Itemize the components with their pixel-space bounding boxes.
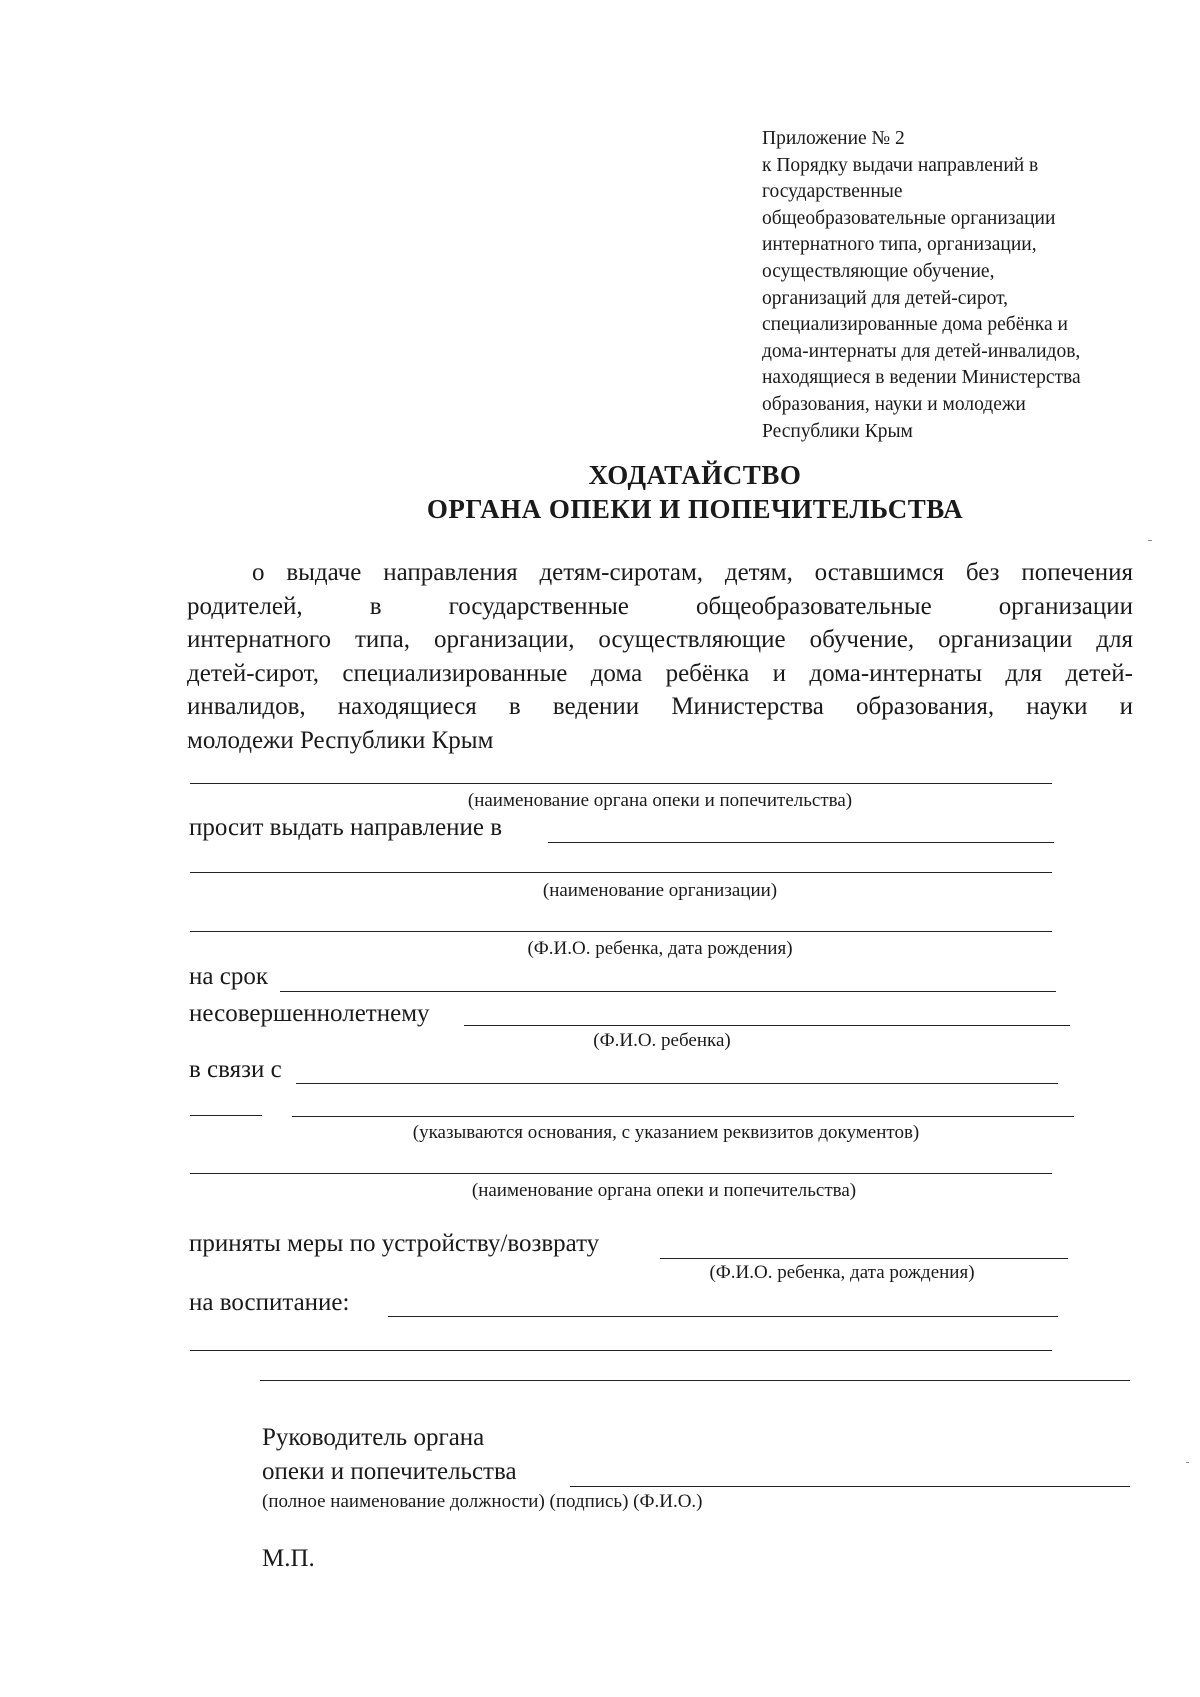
appendix-line: Республики Крым [762, 420, 913, 442]
child-name-dob-caption-2: (Ф.И.О. ребенка, дата рождения) [709, 1262, 975, 1283]
scan-mark [1148, 540, 1152, 541]
minor-field[interactable] [464, 1025, 1070, 1026]
signature-title-line2: опеки и попечительства [262, 1458, 517, 1485]
appendix-line: Приложение № 2 [762, 128, 905, 149]
appendix-line: к Порядку выдачи направлений в [762, 154, 1039, 176]
measures-label: приняты меры по устройству/возврату [189, 1230, 600, 1257]
child-name-dob-caption: (Ф.И.О. ребенка, дата рождения) [527, 938, 793, 959]
measures-field[interactable] [660, 1258, 1068, 1259]
upbringing-field-3[interactable] [260, 1380, 1130, 1381]
scan-mark [1186, 1462, 1189, 1463]
appendix-line: интернатного типа, организации, [762, 234, 1037, 256]
term-label: на срок [189, 963, 268, 990]
child-name-dob-field[interactable] [190, 931, 1052, 932]
document-title: ХОДАТАЙСТВО [588, 460, 802, 490]
appendix-line: образования, науки и молодежи [762, 393, 1026, 415]
signature-title-line1: Руководитель органа [262, 1424, 485, 1451]
appendix-line: осуществляющие обучение, [762, 260, 995, 282]
appendix-line: организаций для детей-сирот, [762, 287, 1009, 309]
signature-field[interactable] [570, 1486, 1130, 1487]
upbringing-field-2[interactable] [190, 1350, 1052, 1351]
intro-paragraph [187, 556, 1133, 757]
appendix-line: находящиеся в ведении Министерства [762, 367, 1081, 389]
request-org-field[interactable] [548, 842, 1054, 843]
intro-line: инвалидов, находящиеся в ведении Министерства образования, науки и [187, 693, 1133, 720]
intro-line: интернатного типа, организации, осуществляющие обучение, организации для [187, 626, 1133, 653]
child-name-caption: (Ф.И.О. ребенка) [593, 1030, 731, 1051]
due-to-field[interactable] [296, 1083, 1058, 1084]
upbringing-field[interactable] [388, 1316, 1058, 1317]
document-subtitle: ОРГАНА ОПЕКИ И ПОПЕЧИТЕЛЬСТВА [426, 494, 964, 524]
signature-caption: (полное наименование должности) (подпись) (Ф.И.О.) [262, 1491, 703, 1512]
guardian-body-caption-2: (наименование органа опеки и попечительства) [471, 1180, 857, 1201]
guardian-body-caption: (наименование органа опеки и попечительства) [467, 790, 853, 811]
appendix-line: дома-интернаты для детей-инвалидов, [762, 340, 1081, 362]
guardian-body-field[interactable] [190, 783, 1052, 784]
stamp-place: М.П. [262, 1545, 315, 1572]
organization-field[interactable] [190, 872, 1052, 873]
intro-line: родителей, в государственные общеобразовательные организации [187, 592, 1133, 620]
guardian-body-field-2[interactable] [190, 1173, 1052, 1174]
appendix-line: общеобразовательные организации [762, 207, 1056, 229]
minor-label: несовершеннолетнему [189, 1000, 430, 1027]
intro-line: детей-сирот, специализированные дома ребёнка и дома-интернаты для детей- [187, 659, 1133, 687]
grounds-caption: (указываются основания, с указанием реквизитов документов) [412, 1122, 920, 1143]
appendix-line: специализированные дома ребёнка и [762, 314, 1068, 336]
upbringing-label: на воспитание: [189, 1289, 350, 1316]
grounds-field-start[interactable] [190, 1115, 262, 1116]
request-label: просит выдать направление в [189, 814, 503, 841]
appendix-line: государственные [762, 181, 903, 203]
intro-line: о выдаче направления детям-сиротам, детям, оставшимся без попечения [252, 559, 1133, 586]
grounds-field[interactable] [292, 1116, 1074, 1117]
organization-caption: (наименование организации) [542, 880, 778, 901]
due-to-label: в связи с [189, 1056, 282, 1083]
appendix-header [762, 126, 1162, 445]
intro-line: молодежи Республики Крым [187, 726, 494, 754]
term-field[interactable] [280, 991, 1056, 992]
